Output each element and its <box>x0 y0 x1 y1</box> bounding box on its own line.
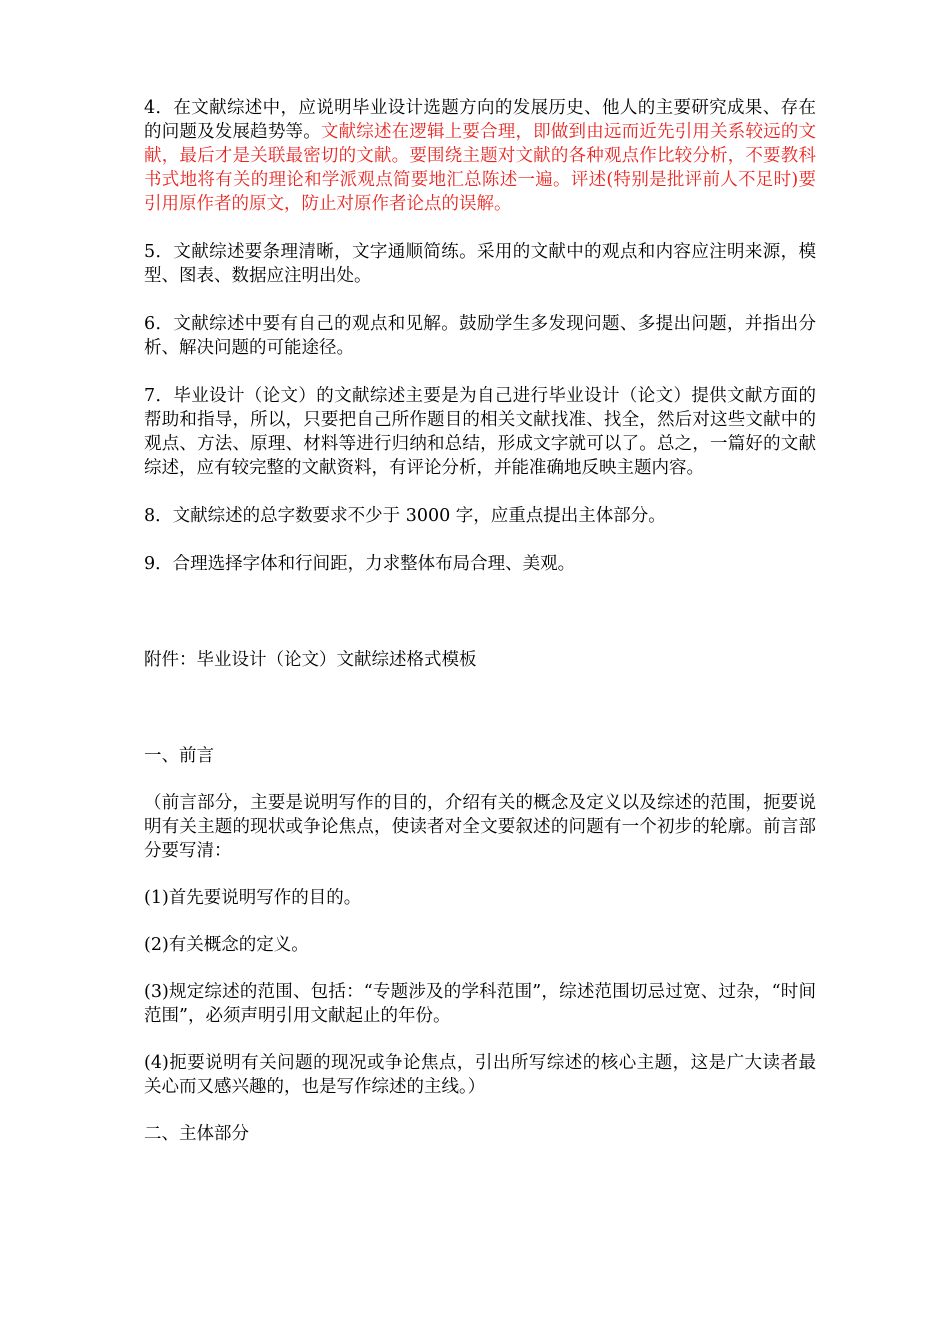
preface-point-3: (3)规定综述的范围、包括：“专题涉及的学科范围”，综述范围切忌过宽、过杂，“时间范围”，必须声明引用文献起止的年份。 <box>144 982 816 1026</box>
guideline-item-5: 5．文献综述要条理清晰，文字通顺简练。采用的文献中的观点和内容应注明来源，模型、图表、数据应注明出处。 <box>144 242 816 286</box>
guideline-item-4-text: 4．在文献综述中，应说明毕业设计选题方向的发展历史、他人的主要研究成果、存在的问题及发展趋势等。 <box>144 98 816 142</box>
preface-point-4: (4)扼要说明有关问题的现况或争论焦点，引出所写综述的核心主题，这是广大读者最关心而又感兴趣的，也是写作综述的主线。） <box>144 1053 816 1097</box>
guideline-item-6: 6．文献综述中要有自己的观点和见解。鼓励学生多发现问题、多提出问题，并指出分析、解决问题的可能途径。 <box>144 314 816 358</box>
preface-point-2: (2)有关概念的定义。 <box>144 935 309 955</box>
guideline-item-8: 8．文献综述的总字数要求不少于 3000 字，应重点提出主体部分。 <box>144 506 666 526</box>
section-heading-main-body: 二、主体部分 <box>144 1124 249 1144</box>
attachment-title: 附件：毕业设计（论文）文献综述格式模板 <box>144 650 477 670</box>
guideline-item-4 <box>144 96 816 216</box>
guideline-item-9: 9．合理选择字体和行间距，力求整体布局合理、美观。 <box>144 554 576 574</box>
guideline-item-7: 7．毕业设计（论文）的文献综述主要是为自己进行毕业设计（论文）提供文献方面的帮助和指导，所以，只要把自己所作题目的相关文献找准、找全，然后对这些文献中的观点、方法、原理、材料等进行归纳和总结，形成文字就可以了。总之，一篇好的文献综述，应有较完整的文献资料，有评论分析，并能准确地反映主题内容。 <box>144 386 816 478</box>
guideline-item-4-highlight: 文献综述在逻辑上要合理，即做到由远而近先引用关系较远的文献，最后才是关联最密切的文献。要围绕主题对文献的各种观点作比较分析，不要教科书式地将有关的理论和学派观点简要地汇总陈述一遍。评述(特别是批评前人不足时)要引用原作者的原文，防止对原作者论点的误解。 <box>144 122 817 214</box>
preface-point-1: (1)首先要说明写作的目的。 <box>144 888 362 908</box>
preface-paragraph: （前言部分，主要是说明写作的目的，介绍有关的概念及定义以及综述的范围，扼要说明有关主题的现状或争论焦点，使读者对全文要叙述的问题有一个初步的轮廓。前言部分要写清： <box>144 793 816 861</box>
document-page <box>144 96 816 1146</box>
section-heading-preface: 一、前言 <box>144 746 214 766</box>
